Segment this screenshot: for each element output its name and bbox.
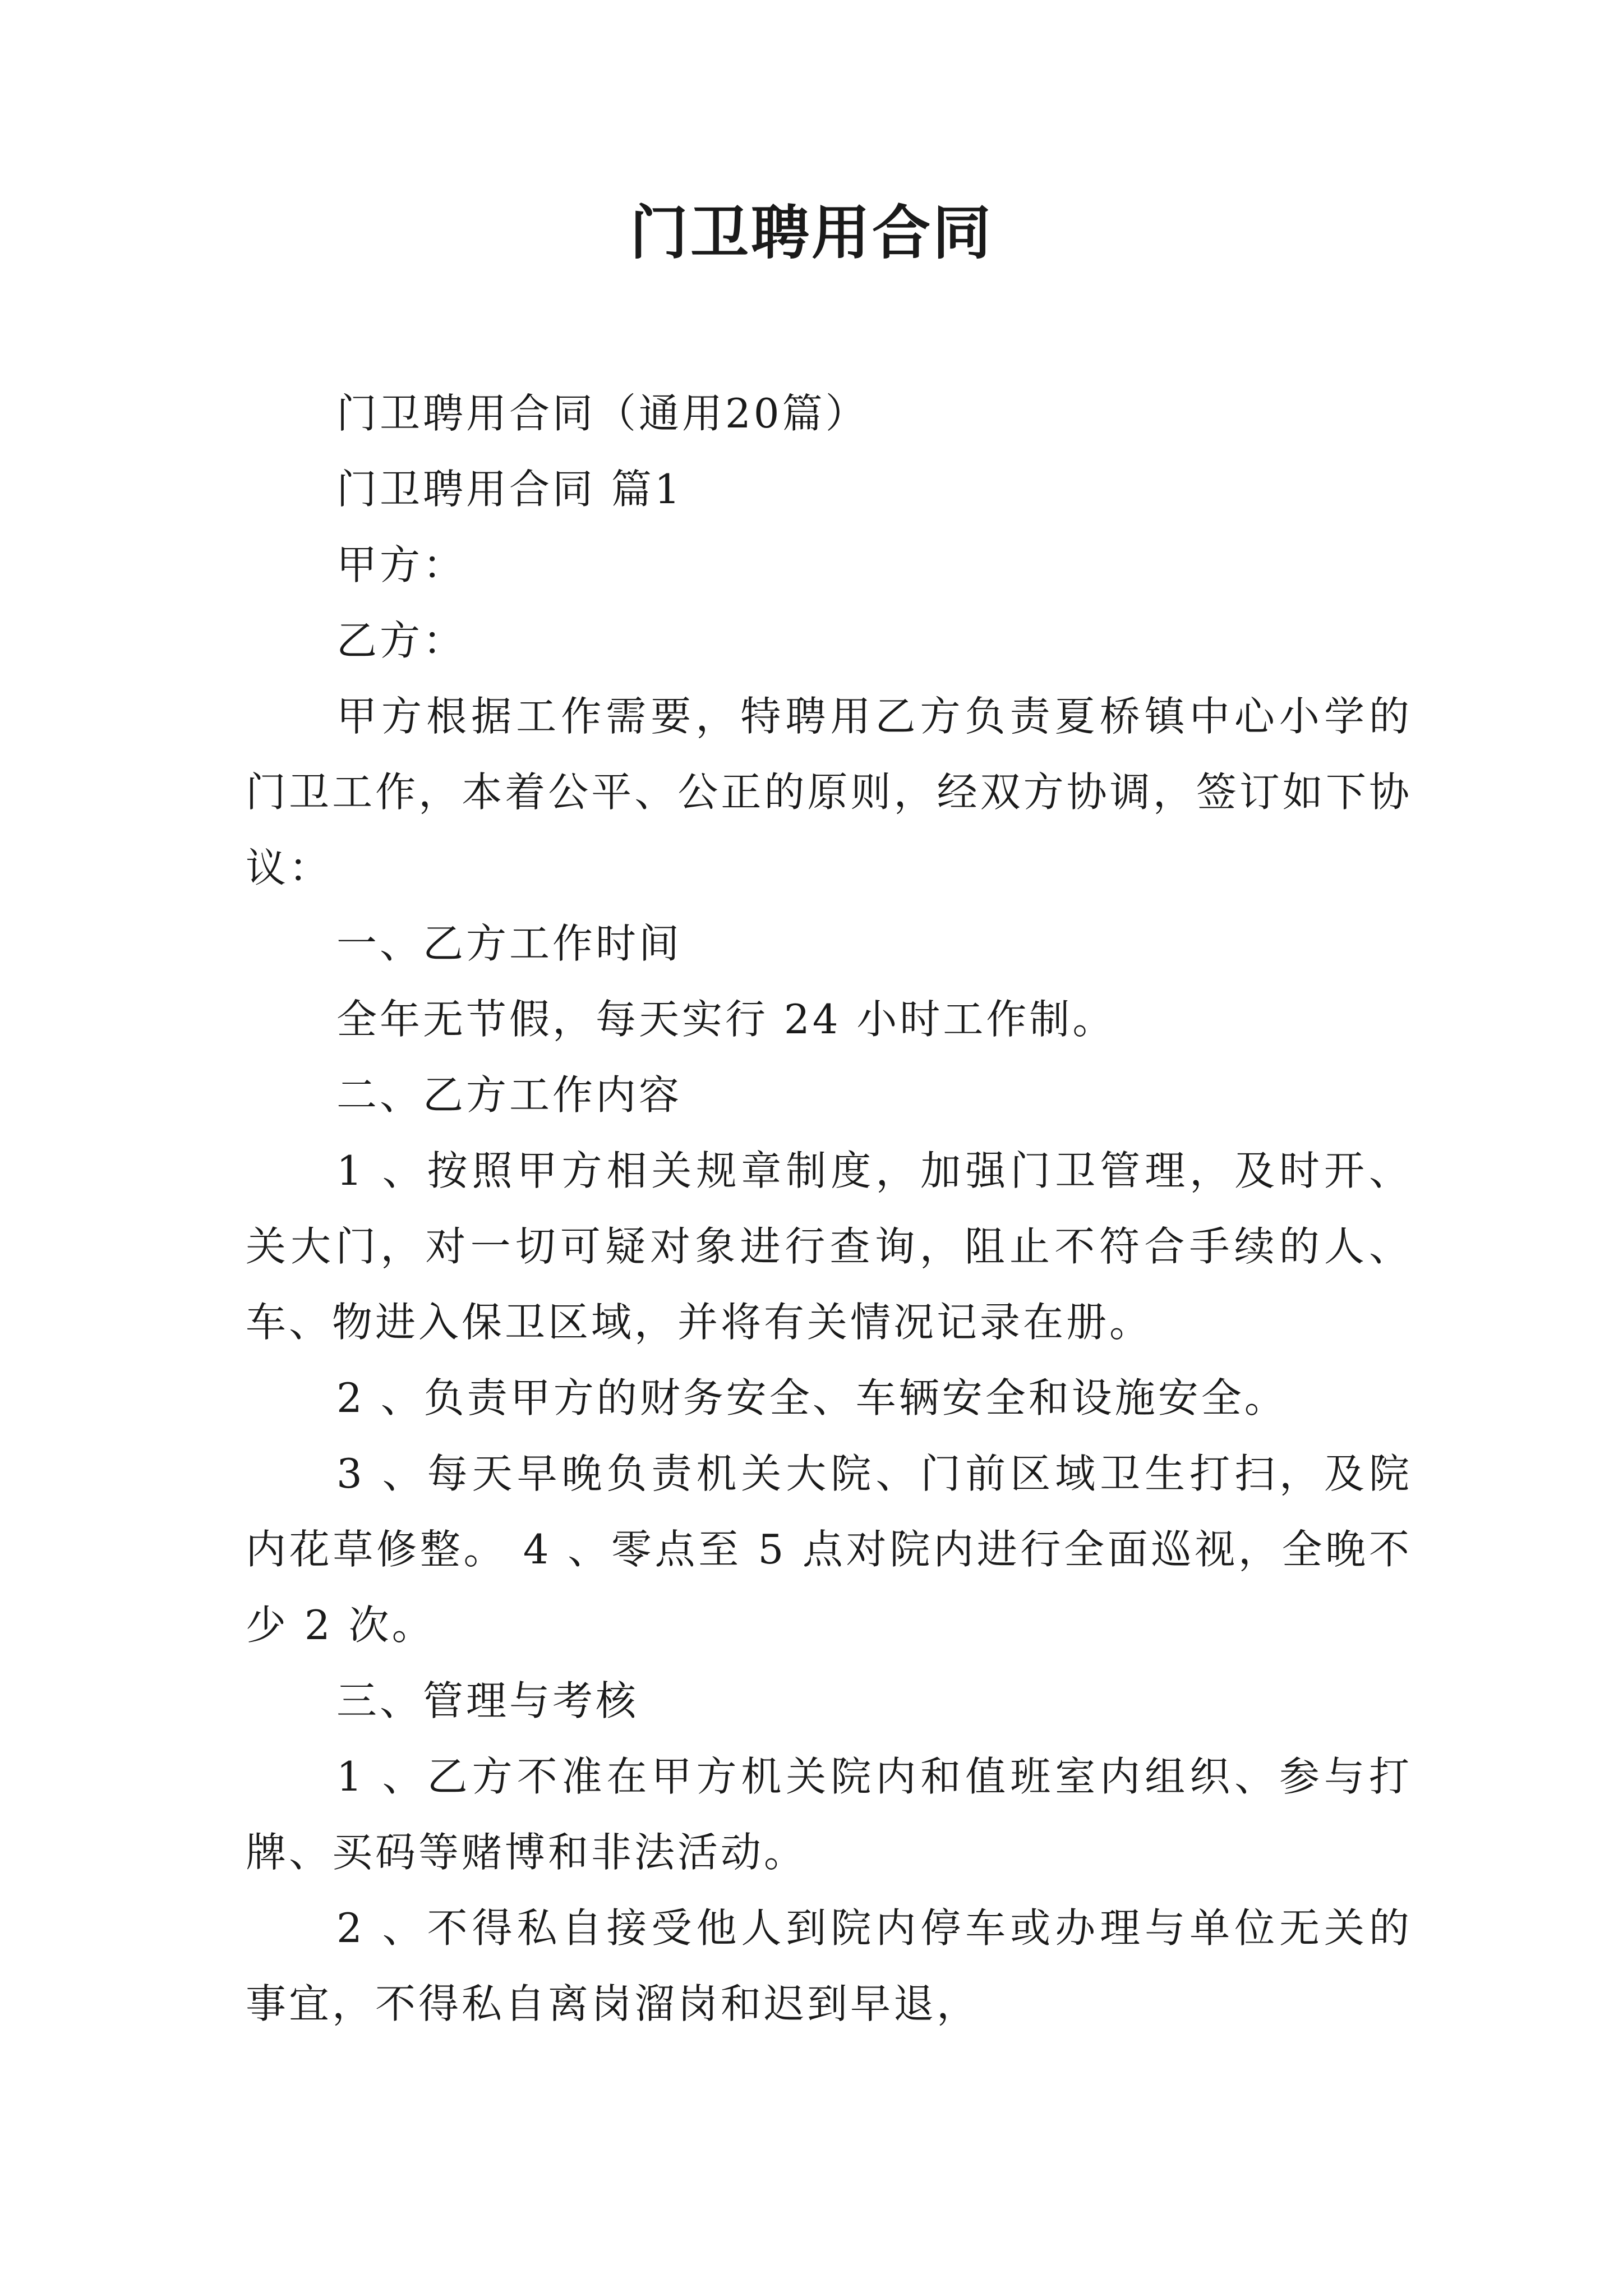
party-b-line: 乙方： bbox=[336, 617, 467, 664]
clause-heading-work-hours: 一、乙方工作时间 bbox=[336, 920, 683, 967]
clause-paragraph: 1 、乙方不准在甲方机关院内和值班室内组织、参与打牌、买码等赌博和非法活动。 bbox=[246, 1753, 1412, 1876]
preamble-paragraph: 甲方根据工作需要，特聘用乙方负责夏桥镇中心小学的门卫工作，本着公平、公正的原则，经双方协调，签订如下协议： bbox=[246, 693, 1412, 891]
clause-heading-management: 三、管理与考核 bbox=[336, 1677, 639, 1724]
clause-paragraph: 1 、按照甲方相关规章制度，加强门卫管理，及时开、关大门，对一切可疑对象进行查询，阻止不符合手续的人、车、物进入保卫区域，并将有关情况记录在册。 bbox=[246, 1147, 1412, 1346]
clause-paragraph: 全年无节假，每天实行 24 小时工作制。 bbox=[336, 996, 1116, 1043]
section-heading: 门卫聘用合同 篇1 bbox=[336, 466, 683, 513]
subtitle: 门卫聘用合同（通用20篇） bbox=[336, 390, 869, 437]
document-title: 门卫聘用合同 bbox=[629, 198, 993, 267]
clause-paragraph: 2 、不得私自接受他人到院内停车或办理与单位无关的事宜，不得私自离岗溜岗和迟到早退， bbox=[246, 1904, 1412, 2027]
document-body bbox=[246, 376, 1412, 2042]
party-a-line: 甲方： bbox=[336, 541, 467, 588]
clause-paragraph: 3 、每天早晚负责机关大院、门前区域卫生打扫，及院内花草修整。 4 、零点至 5 点对院内进行全面巡视，全晚不少 2 次。 bbox=[246, 1450, 1412, 1649]
clause-heading-work-content: 二、乙方工作内容 bbox=[336, 1071, 683, 1119]
clause-paragraph: 2 、负责甲方的财务安全、车辆安全和设施安全。 bbox=[336, 1374, 1288, 1421]
